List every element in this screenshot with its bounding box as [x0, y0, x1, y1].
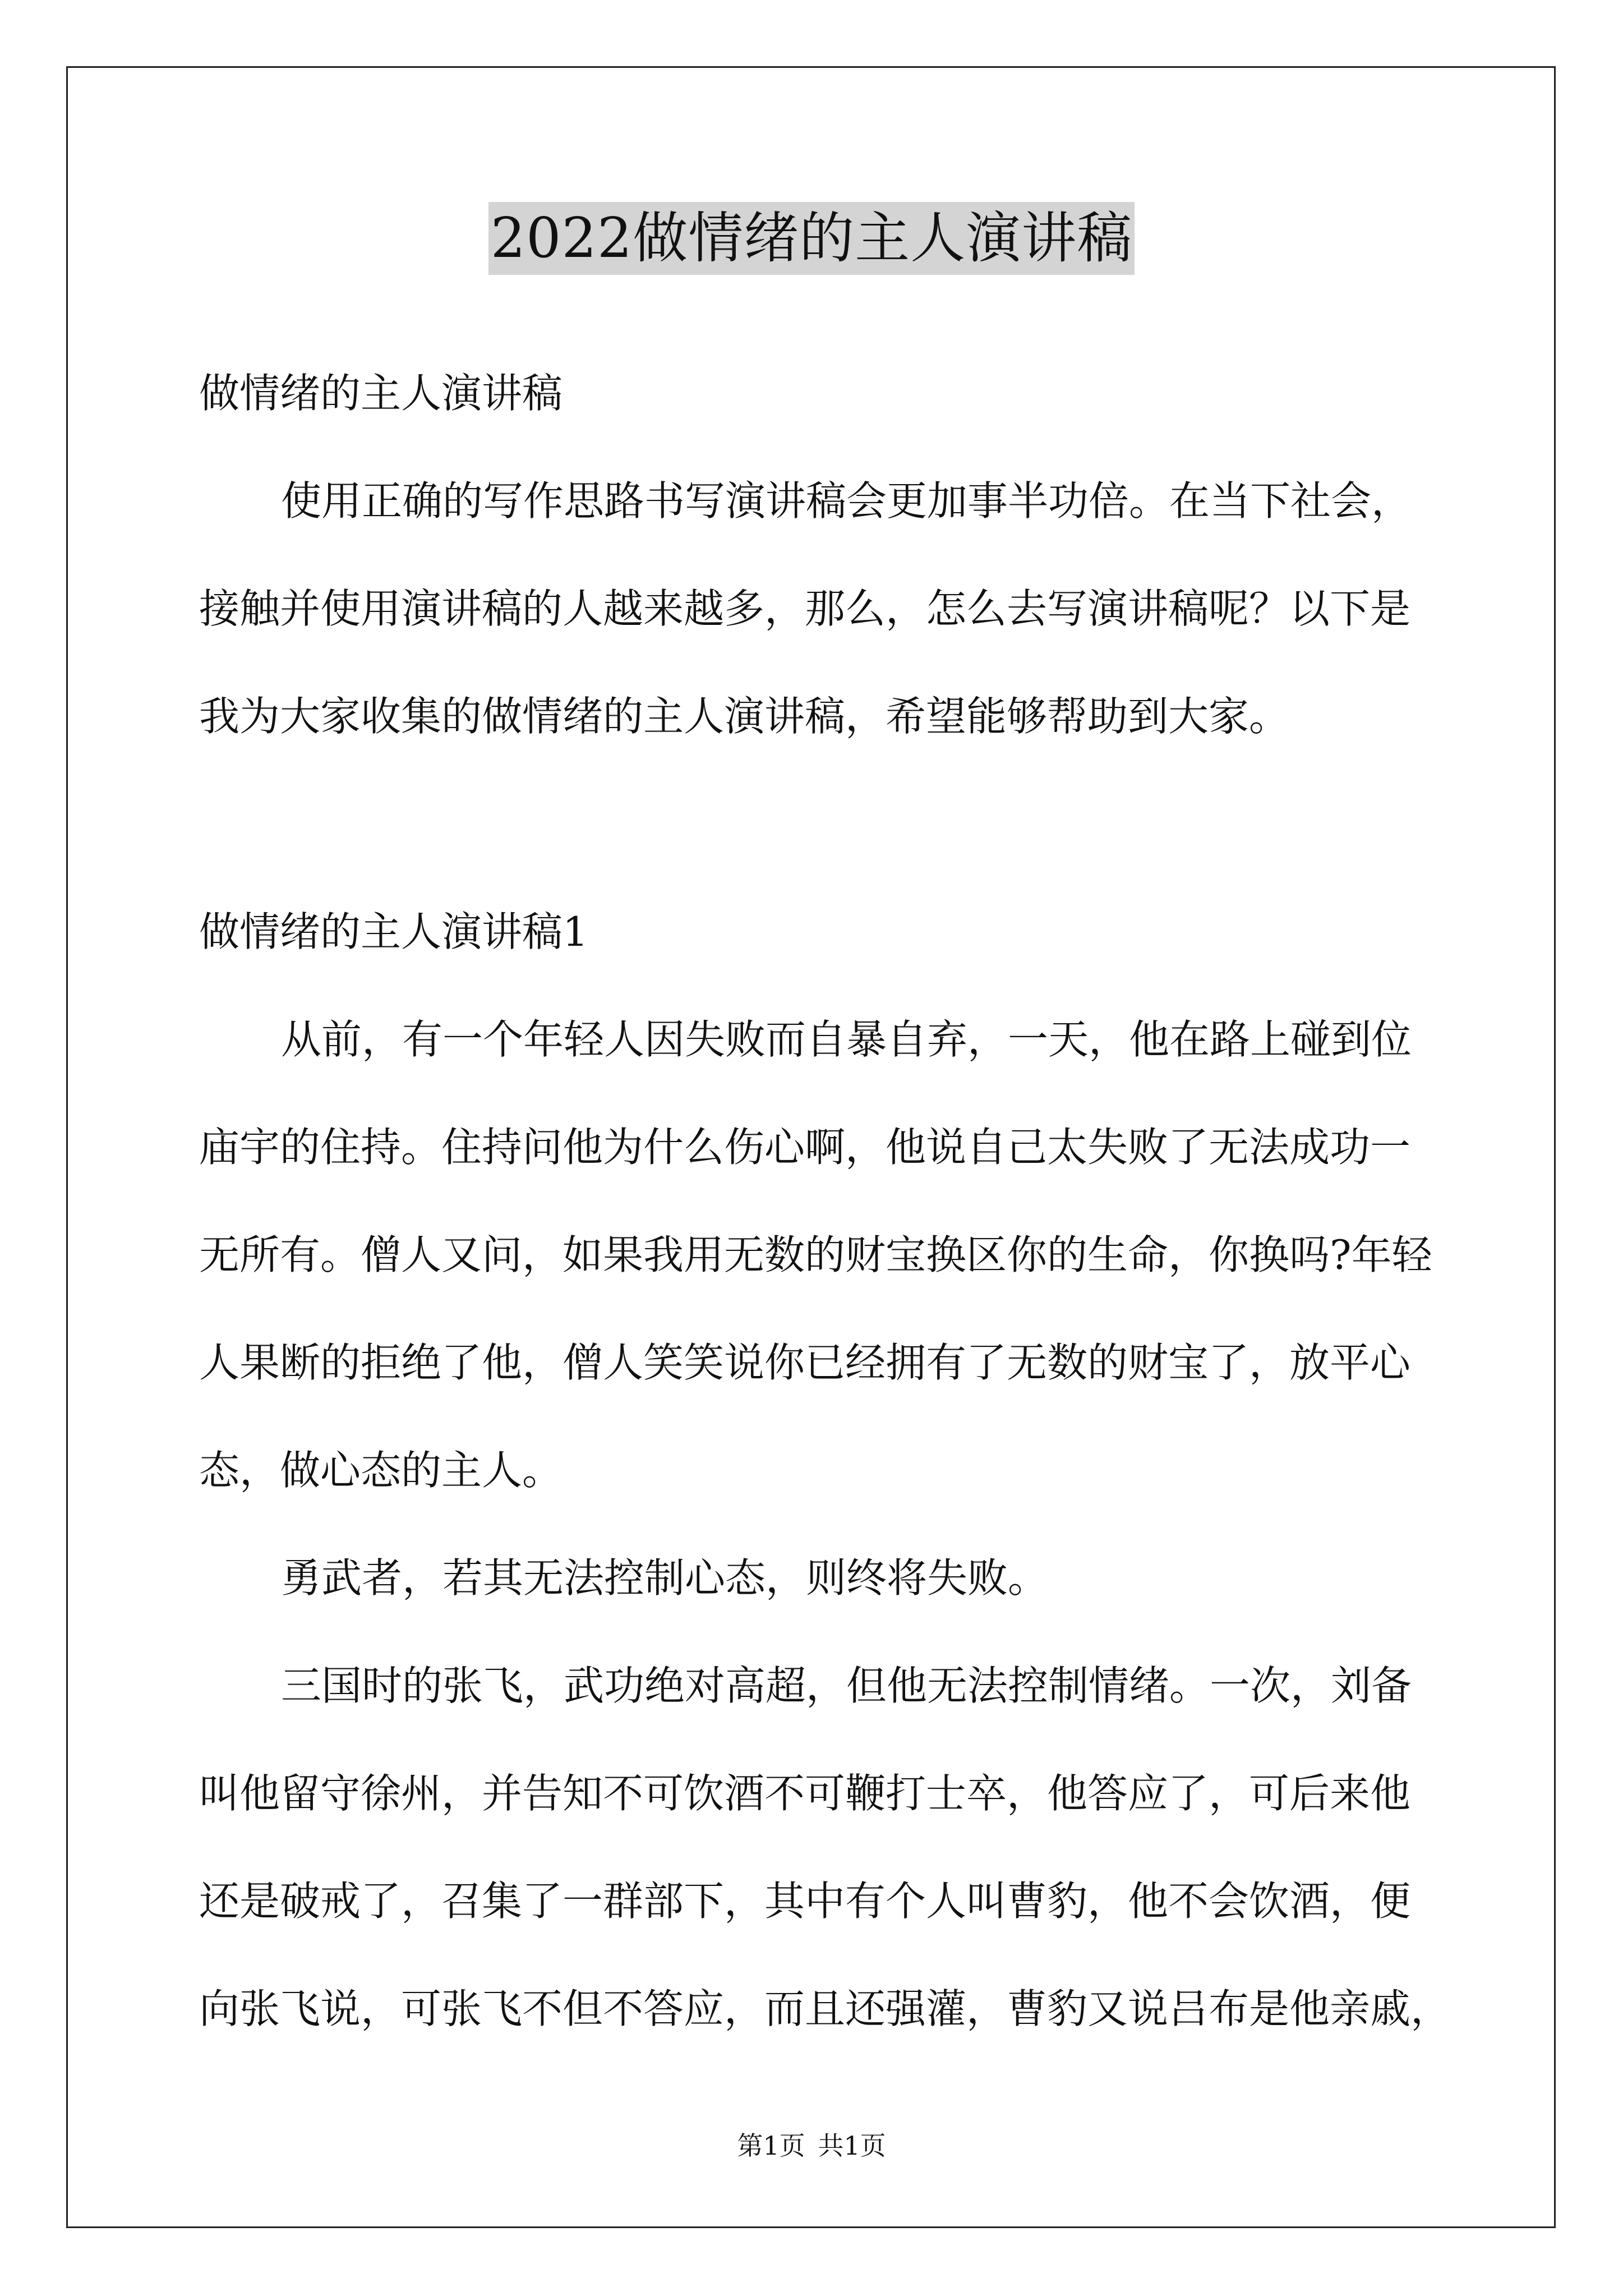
paragraph-line: 向张飞说，可张飞不但不答应，而且还强灌，曹豹又说吕布是他亲戚， [199, 1985, 1451, 2032]
paragraph-line: 态，做心态的主人。 [199, 1447, 563, 1494]
paragraph-line: 勇武者，若其无法控制心态，则终将失败。 [281, 1554, 1049, 1602]
intro-line: 我为大家收集的做情绪的主人演讲稿，希望能够帮助到大家。 [199, 693, 1290, 740]
document-body [199, 339, 1451, 2063]
title-container [0, 202, 1623, 275]
paragraph-line: 叫他留守徐州，并告知不可饮酒不可鞭打士卒，他答应了，可后来他 [199, 1770, 1411, 1817]
paragraph-line: 三国时的张飞，武功绝对高超，但他无法控制情绪。一次，刘备 [281, 1662, 1412, 1709]
paragraph-line: 人果断的拒绝了他，僧人笑笑说你已经拥有了无数的财宝了，放平心 [199, 1339, 1411, 1386]
document-title: 2022做情绪的主人演讲稿 [488, 202, 1135, 275]
blank-line [199, 770, 1430, 878]
document-subtitle: 做情绪的主人演讲稿 [199, 370, 563, 417]
page-footer [0, 2129, 1623, 2162]
paragraph-line: 无所有。僧人又问，如果我用无数的财宝换区你的生命，你换吗?年轻 [199, 1231, 1432, 1278]
paragraph-line: 庙宇的住持。住持问他为什么伤心啊，他说自己太失败了无法成功一 [199, 1124, 1411, 1171]
page-number: 第1页 [737, 2131, 805, 2161]
paragraph-line: 还是破戒了，召集了一群部下，其中有个人叫曹豹，他不会饮酒，便 [199, 1878, 1411, 1925]
page-total: 共1页 [818, 2131, 886, 2161]
intro-line: 接触并使用演讲稿的人越来越多，那么，怎么去写演讲稿呢？以下是 [199, 585, 1411, 632]
paragraph-line: 从前，有一个年轻人因失败而自暴自弃，一天，他在路上碰到位 [281, 1016, 1412, 1063]
section-heading: 做情绪的主人演讲稿1 [199, 908, 588, 955]
intro-line: 使用正确的写作思路书写演讲稿会更加事半功倍。在当下社会， [281, 477, 1412, 524]
